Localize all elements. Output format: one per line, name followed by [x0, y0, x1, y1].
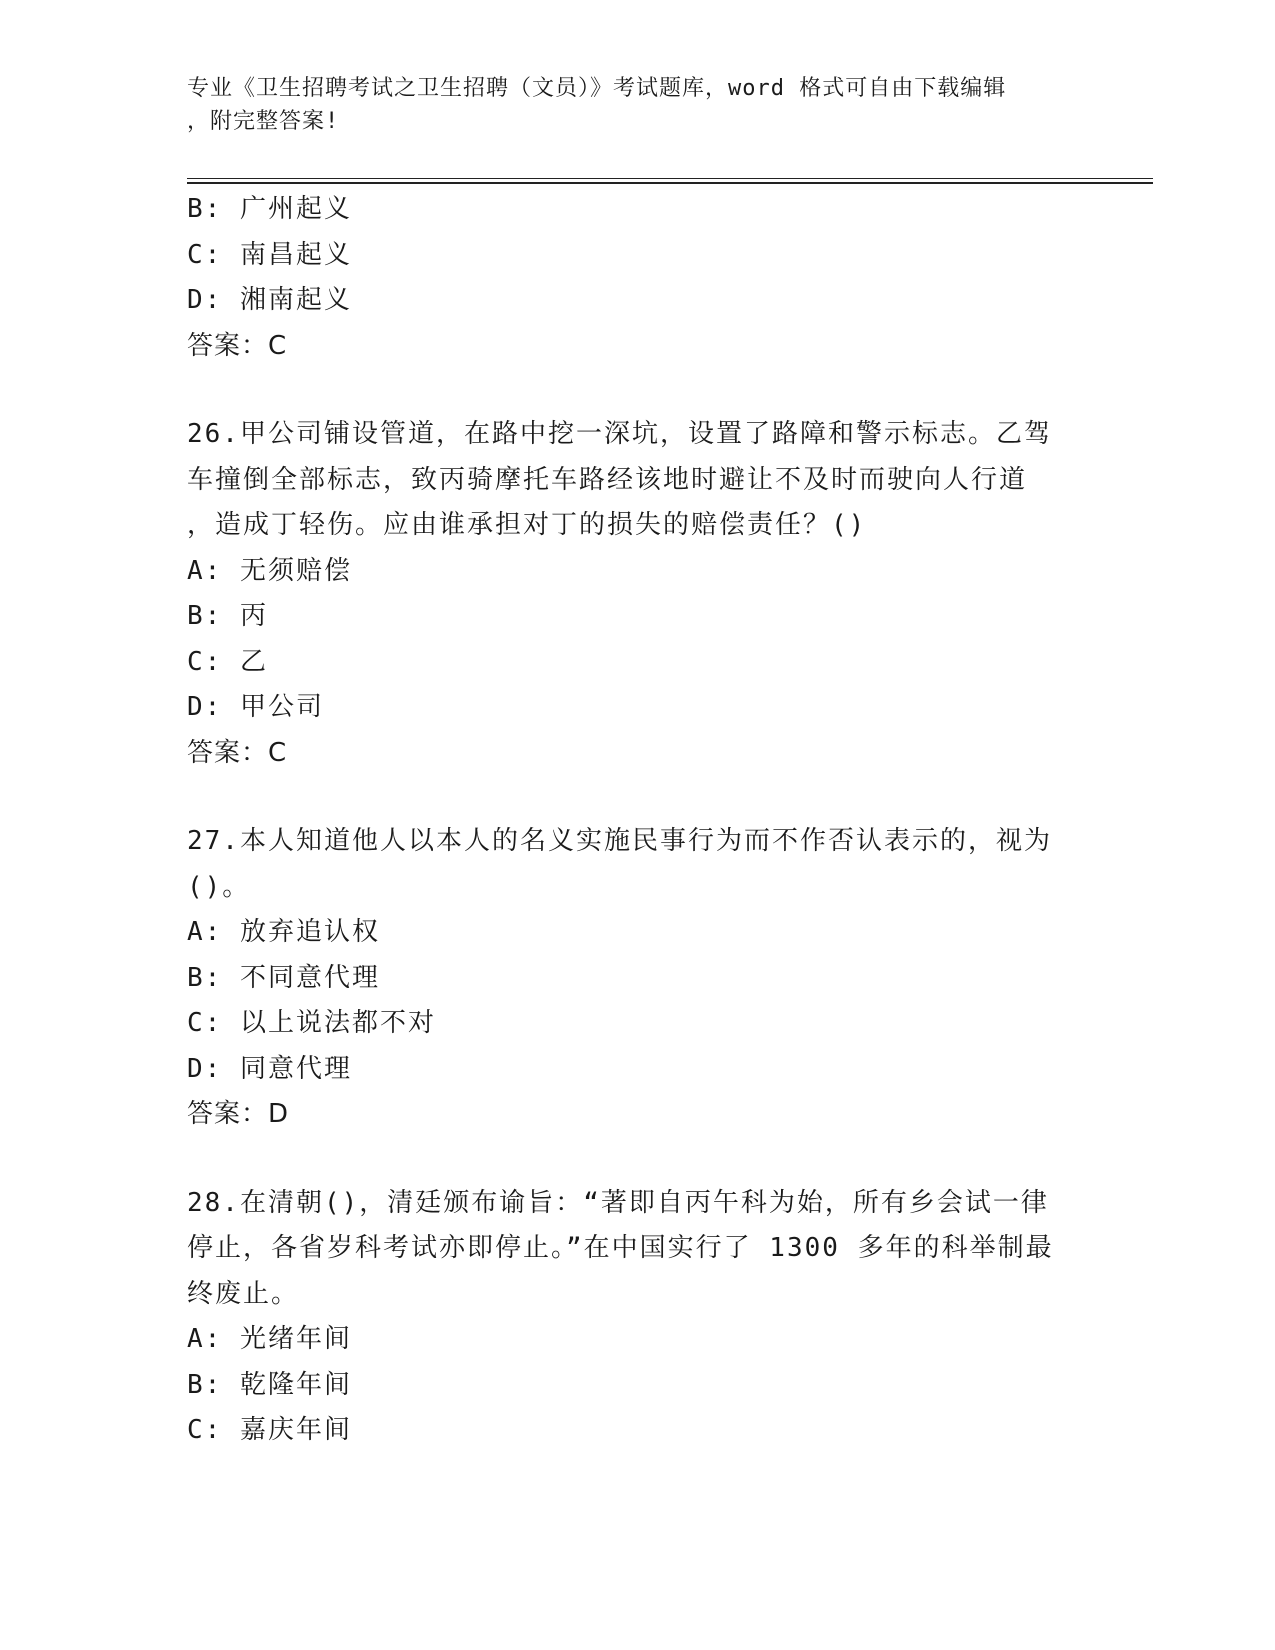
header-divider-thin: [187, 178, 1153, 179]
option-a: A: 放弃追认权: [187, 917, 380, 947]
header-line-2: ，附完整答案!: [187, 109, 340, 134]
question-26: [187, 412, 1087, 776]
question-text-line: 终废止。: [187, 1278, 300, 1309]
option-b: B: 不同意代理: [187, 962, 380, 993]
question-text-line: 车撞倒全部标志，致丙骑摩托车路经该地时避让不及时而驶向人行道: [187, 464, 1028, 495]
answer: 答案：C: [187, 330, 288, 361]
spacer: [187, 369, 1087, 412]
question-25: [187, 187, 1087, 369]
question-list: [187, 187, 1087, 1454]
option-b: B: 丙: [187, 601, 268, 631]
option-b: B: 广州起义: [187, 194, 352, 224]
option-a: A: 光绪年间: [187, 1324, 352, 1354]
spacer: [187, 1138, 1087, 1181]
answer: 答案：C: [187, 737, 288, 768]
question-text-line: 28.在清朝()，清廷颁布谕旨：“著即自丙午科为始，所有乡会试一律: [187, 1187, 1049, 1218]
option-c: C: 嘉庆年间: [187, 1415, 352, 1445]
question-27: [187, 819, 1087, 1138]
header-line-1: 专业《卫生招聘考试之卫生招聘（文员）》考试题库，word 格式可自由下载编辑: [187, 76, 1007, 101]
question-text-line: ，造成丁轻伤。应由谁承担对丁的损失的赔偿责任？(): [187, 510, 867, 540]
question-text-line: 27.本人知道他人以本人的名义实施民事行为而不作否认表示的，视为: [187, 826, 1052, 856]
option-a: A: 无须赔偿: [187, 555, 352, 586]
spacer: [187, 776, 1087, 819]
option-c: C: 南昌起义: [187, 239, 352, 270]
page-header: [187, 72, 1067, 138]
option-c: C: 乙: [187, 646, 268, 677]
header-divider-thick: [187, 182, 1153, 184]
option-d: D: 甲公司: [187, 692, 324, 722]
question-text-line: 停止，各省岁科考试亦即停止。”在中国实行了 1300 多年的科举制最: [187, 1233, 1054, 1263]
answer: 答案：D: [187, 1099, 290, 1129]
option-c: C: 以上说法都不对: [187, 1008, 436, 1038]
option-d: D: 湘南起义: [187, 285, 352, 315]
option-d: D: 同意代理: [187, 1053, 352, 1084]
option-b: B: 乾隆年间: [187, 1369, 352, 1400]
question-text-line: ()。: [187, 871, 251, 902]
question-28: [187, 1181, 1087, 1454]
question-text-line: 26.甲公司铺设管道，在路中挖一深坑，设置了路障和警示标志。乙驾: [187, 419, 1052, 449]
